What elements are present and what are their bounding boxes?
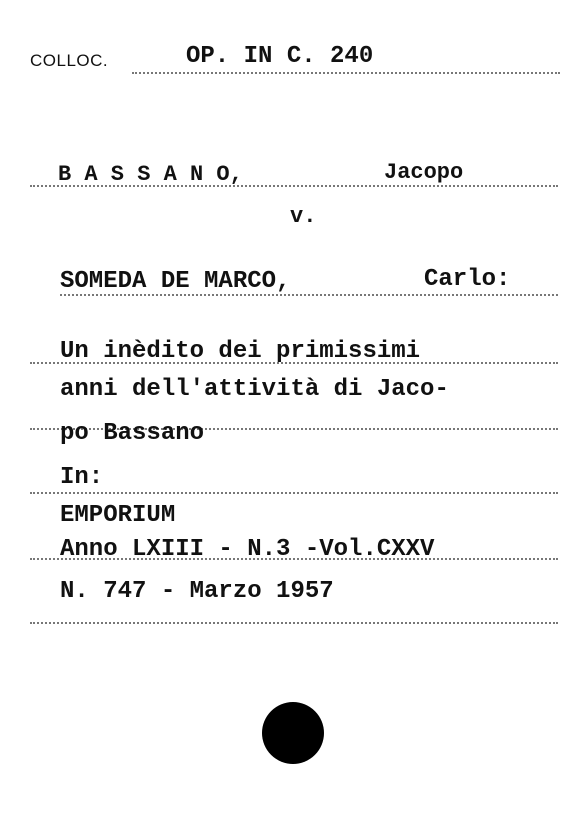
colloc-value: OP. IN C. 240 (186, 43, 374, 70)
title-line-2: anni dell'attività di Jaco- (60, 376, 449, 403)
colloc-label: COLLOC. (30, 51, 109, 70)
subject-surname: SOMEDA DE MARCO, (60, 268, 291, 295)
number-date: N. 747 - Marzo 1957 (60, 578, 334, 605)
author-surname: B A S S A N O, (58, 162, 243, 187)
title-line-1: Un inèdito dei primissimi (60, 338, 421, 365)
rule-colloc (132, 72, 560, 74)
subject-first-name: Carlo: (424, 266, 511, 293)
journal-name: EMPORIUM (60, 502, 176, 529)
versus-mark: v. (290, 204, 317, 229)
rule-in (30, 492, 558, 494)
in-label: In: (60, 464, 104, 491)
title-line-3: po Bassano (60, 420, 205, 447)
rule-bottom (30, 622, 558, 624)
issue-info: Anno LXIII - N.3 -Vol.CXXV (60, 536, 435, 563)
author-first-name: Jacopo (384, 160, 464, 185)
punch-hole (262, 702, 324, 764)
